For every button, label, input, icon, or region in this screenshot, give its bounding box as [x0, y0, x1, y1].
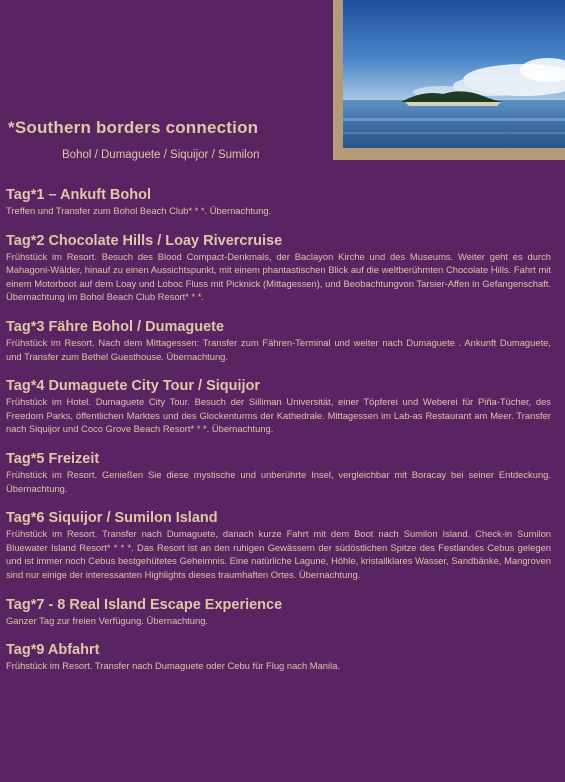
- day-description: Treffen und Transfer zum Bohol Beach Club* * *. Übernachtung.: [6, 205, 272, 216]
- page-title: *Southern borders connection: [8, 118, 259, 137]
- day-description: Frühstück im Resort. Nach dem Mittagessen: Transfer zum Fähren-Terminal und weiter nach Dumaguete . Ankunft Dumaguete, und Transfer zum Bethel Guesthouse. Übernachtung.: [6, 336, 551, 362]
- page-subtitle: Bohol / Dumaguete / Siquijor / Sumilon: [62, 149, 260, 161]
- day-description: Frühstück im Resort. Besuch des Blood Compact-Denkmals, der Baclayon Kirche und des Museums. Weiter geht es durch Mahagoni-Wälder, hinauf zu einen Aussichtspunkt, mit einem phantastischen Blick auf die weltberühmten Chocolate Hills. Fahrt mit einem Motorboot auf dem Loay und Loboc Fluss mit Picknick (Mittagessen), und Beobachtungvon Tarsier-Affen in Gefangenschaft. Übernachtung im Bohol Beach Club Resort* * *.: [6, 250, 551, 303]
- day-section: [6, 450, 551, 495]
- day-title: Tag*7 - 8 Real Island Escape Experience: [6, 596, 283, 613]
- day-title: Tag*4 Dumaguete City Tour / Siquijor: [6, 378, 261, 395]
- day-title: Tag*3 Fähre Bohol / Dumaguete: [6, 318, 225, 335]
- day-section: [6, 232, 551, 304]
- day-title: Tag*1 – Ankuft Bohol: [6, 187, 151, 203]
- day-section: [6, 641, 551, 673]
- day-title: Tag*6 Siquijor / Sumilon Island: [6, 510, 218, 527]
- itinerary: [6, 186, 551, 687]
- day-title: Tag*5 Freizeit: [6, 450, 100, 467]
- day-description: Frühstück im Resort. Transfer nach Dumaguete, danach kurze Fahrt mit dem Boot nach Sumilon Island. Check-in Sumilon Bluewater Island Resort* * * *. Das Resort ist an den ruhigen Gewässern der südöstlichen Spitze des Festlandes Cebus gelegen und ist immer noch Cebus bestgehütetes Geheimnis. Eine natürliche Lagune, Höhle, kristallklares Wasser, Sandbänke, Mangroven sind nur einige der interessanten Highlights dieses traumhaften Ortes. Übernachtung.: [6, 528, 551, 580]
- day-section: [6, 318, 551, 363]
- day-section: [6, 377, 551, 436]
- day-description: Frühstück im Hotel. Dumaguete City Tour. Besuch der Silliman Universität, einer Töpferei und Weberei für Piña-Tücher, des Freedom Parks, öffentlichen Marktes und des Glockenturms der Kathedrale. Mittagessen im Lab-as Restaurant am Meer. Transfer nach Siquijor und Coco Grove Beach Resort* * *. Übernachtung.: [6, 396, 551, 435]
- day-title: Tag*9 Abfahrt: [6, 642, 100, 659]
- day-description: Frühstück im Resort. Transfer nach Dumaguete oder Cebu für Flug nach Manila.: [6, 660, 341, 672]
- day-description: Frühstück im Resort. Genießen Sie diese mystische und unberührte Insel, vergleichbar mit Boracay bei seiner Entdeckung. Übernachtung.: [6, 468, 551, 494]
- day-description: Ganzer Tag zur freien Verfügung. Übernachtung.: [6, 614, 209, 626]
- day-section: [6, 186, 551, 218]
- day-title: Tag*2 Chocolate Hills / Loay Rivercruise: [6, 232, 283, 249]
- day-section: [6, 509, 551, 581]
- day-section: [6, 596, 551, 628]
- island-photo: [343, 0, 565, 148]
